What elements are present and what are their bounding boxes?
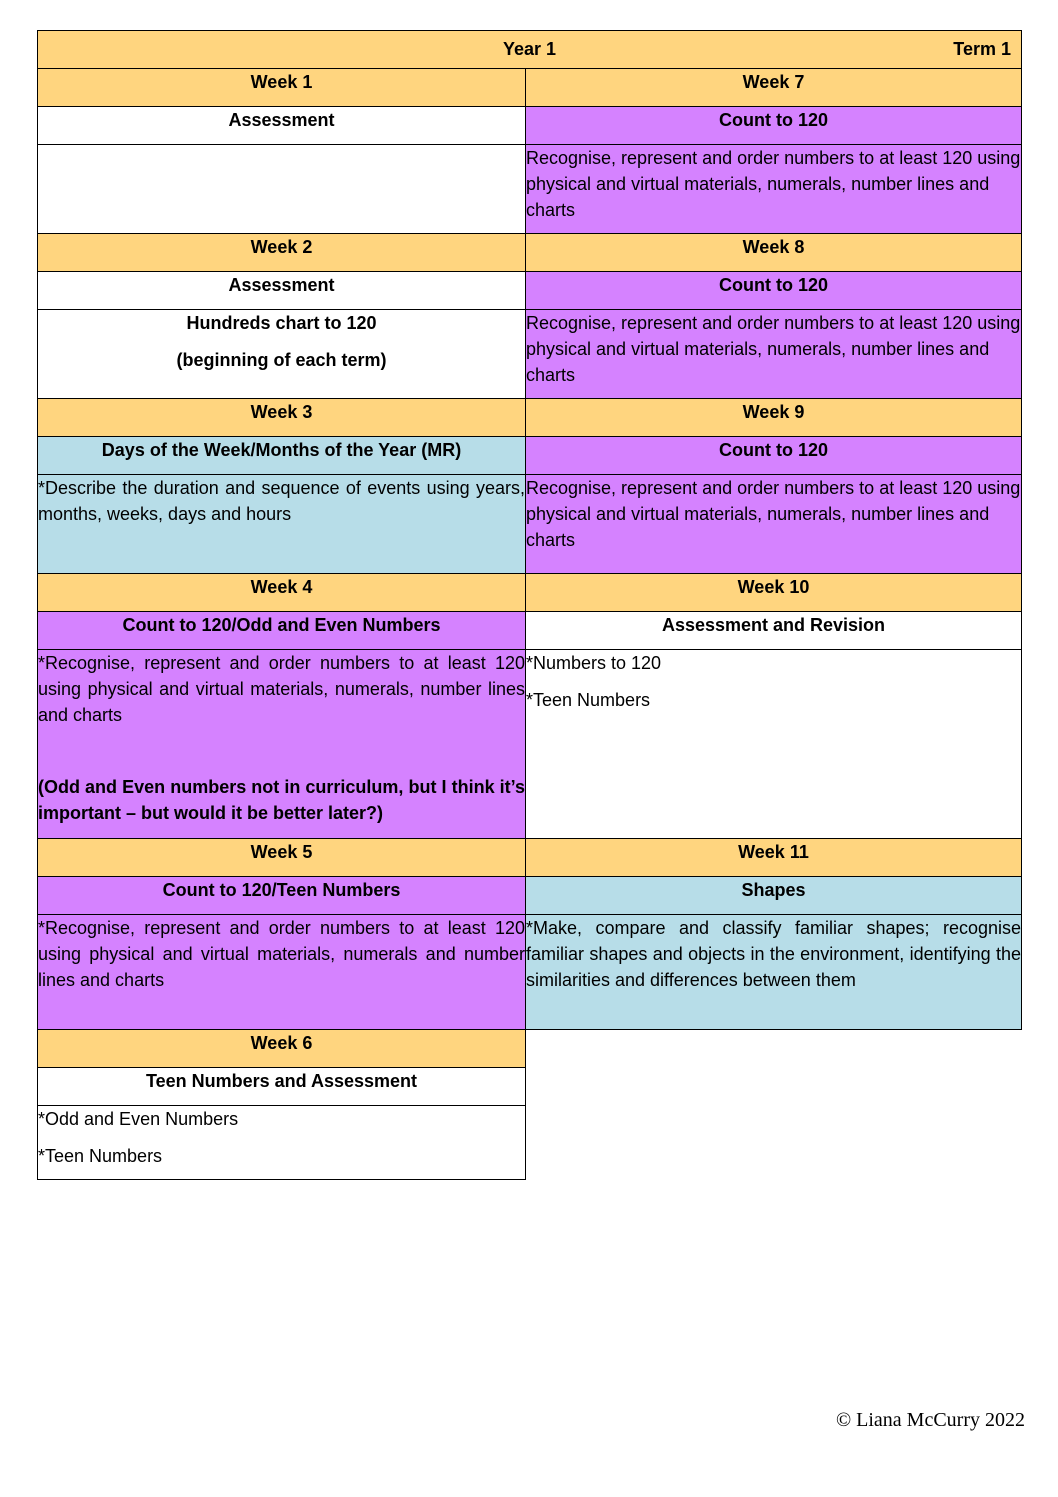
week-10-description: [526, 650, 1022, 839]
week-7-topic: Count to 120: [526, 107, 1022, 145]
week-4-desc-text: *Recognise, represent and order numbers to at least 120 using physical and virtual materials, numerals, number lines and charts: [38, 653, 525, 725]
week-2-desc-line-2: (beginning of each term): [176, 350, 387, 370]
week-8-description: [526, 310, 1022, 399]
week-1-description: [38, 145, 526, 234]
week-5-topic: Count to 120/Teen Numbers: [38, 877, 526, 915]
week-4-description: [38, 650, 526, 839]
week-9-topic: Count to 120: [526, 437, 1022, 475]
year-label: Year 1: [502, 39, 557, 59]
week-2-header: Week 2: [38, 234, 526, 272]
week-8-desc-text: Recognise, represent and order numbers to at least 120 using physical and virtual materials, numerals, number lines and charts: [526, 313, 1021, 385]
term-label: Term 1: [953, 39, 1011, 59]
week-2-description: [38, 310, 526, 399]
week-4-note: (Odd and Even numbers not in curriculum, but I think it’s important – but would it be better later?): [38, 777, 525, 823]
week-11-topic: Shapes: [526, 877, 1022, 915]
week-5-description: [38, 915, 526, 1030]
week-8-header: Week 8: [526, 234, 1022, 272]
week-11-header: Week 11: [526, 839, 1022, 877]
week-10-header: Week 10: [526, 574, 1022, 612]
week-3-header: Week 3: [38, 399, 526, 437]
week-6-desc-line-2: *Teen Numbers: [38, 1146, 163, 1166]
week-8-topic: Count to 120: [526, 272, 1022, 310]
week-9-description: [526, 475, 1022, 574]
week-7-header: Week 7: [526, 69, 1022, 107]
week-5-desc-text: *Recognise, represent and order numbers to at least 120 using physical and virtual materials, numerals and number lines and charts: [38, 918, 525, 990]
week-6-header: Week 6: [38, 1030, 526, 1068]
term-plan-table: [37, 30, 1022, 1180]
week-2-topic: Assessment: [38, 272, 526, 310]
week-11-description: [526, 915, 1022, 1030]
week-7-description: [526, 145, 1022, 234]
empty-cell: [526, 1068, 1022, 1106]
title-row: [38, 31, 1022, 69]
week-2-desc-line-1: Hundreds chart to 120: [186, 313, 377, 333]
week-9-header: Week 9: [526, 399, 1022, 437]
week-3-topic: Days of the Week/Months of the Year (MR): [38, 437, 526, 475]
week-1-topic: Assessment: [38, 107, 526, 145]
week-11-desc-text: *Make, compare and classify familiar shapes; recognise familiar shapes and objects in the environment, identifying the similarities and differences between them: [526, 918, 1021, 990]
week-5-header: Week 5: [38, 839, 526, 877]
copyright-footer: © Liana McCurry 2022: [835, 1409, 1025, 1431]
week-4-topic: Count to 120/Odd and Even Numbers: [38, 612, 526, 650]
week-1-header: Week 1: [38, 69, 526, 107]
week-10-desc-line-2: *Teen Numbers: [526, 690, 651, 710]
week-10-desc-line-1: *Numbers to 120: [526, 653, 662, 673]
week-4-header: Week 4: [38, 574, 526, 612]
week-9-desc-text: Recognise, represent and order numbers to at least 120 using physical and virtual materials, numerals, number lines and charts: [526, 478, 1021, 550]
week-3-description: [38, 475, 526, 574]
empty-cell: [526, 1030, 1022, 1068]
week-10-topic: Assessment and Revision: [526, 612, 1022, 650]
week-6-topic: Teen Numbers and Assessment: [38, 1068, 526, 1106]
week-3-desc-text: *Describe the duration and sequence of events using years, months, weeks, days and hours: [38, 478, 525, 524]
week-6-desc-line-1: *Odd and Even Numbers: [38, 1109, 239, 1129]
empty-cell: [526, 1106, 1022, 1180]
week-6-description: [38, 1106, 526, 1180]
week-7-desc-text: Recognise, represent and order numbers to at least 120 using physical and virtual materials, numerals, number lines and charts: [526, 148, 1021, 220]
